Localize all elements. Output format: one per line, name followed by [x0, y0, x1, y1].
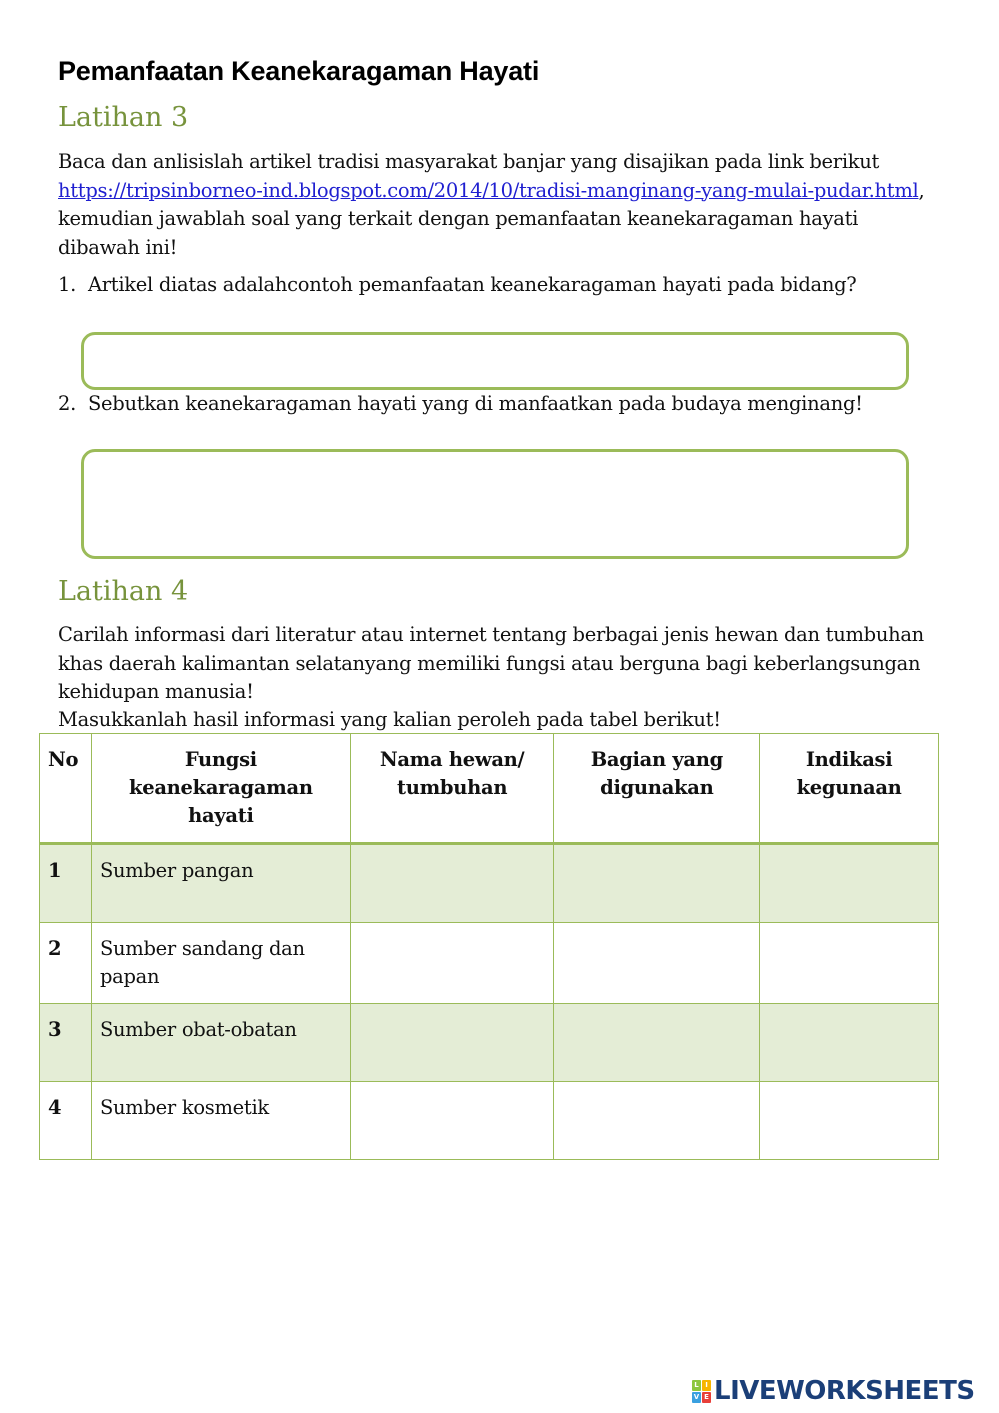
live-blocks-icon — [692, 1380, 711, 1403]
row-bagian-input[interactable] — [554, 844, 760, 923]
row-bagian-input[interactable] — [554, 1004, 760, 1082]
logo-block-i: I — [702, 1380, 711, 1391]
row-nama-input[interactable] — [350, 1082, 554, 1160]
row-indikasi-input[interactable] — [760, 1004, 939, 1082]
row-bagian-input[interactable] — [554, 923, 760, 1004]
table-row — [40, 923, 939, 1004]
latihan-4-instruction-2: Masukkanlah hasil informasi yang kalian peroleh pada tabel berikut! — [58, 708, 721, 731]
row-fungsi: Sumber sandang dan papan — [91, 923, 350, 1004]
logo-block-l: L — [692, 1380, 701, 1391]
question-2 — [58, 390, 948, 419]
question-1 — [58, 271, 948, 300]
liveworksheets-logo — [692, 1376, 975, 1406]
article-link[interactable]: https://tripsinborneo-ind.blogspot.com/2014/10/tradisi-manginang-yang-mulai-pudar.html — [58, 178, 919, 202]
question-2-text: Sebutkan keanekaragaman hayati yang di manfaatkan pada budaya menginang! — [88, 392, 863, 415]
logo-text: LIVEWORKSHEETS — [714, 1376, 975, 1406]
question-1-text: Artikel diatas adalahcontoh pemanfaatan keanekaragaman hayati pada bidang? — [88, 273, 857, 296]
row-indikasi-input[interactable] — [760, 844, 939, 923]
row-number: 3 — [40, 1004, 92, 1082]
row-number: 2 — [40, 923, 92, 1004]
latihan-4-heading: Latihan 4 — [58, 576, 189, 607]
row-number: 4 — [40, 1082, 92, 1160]
row-fungsi: Sumber obat-obatan — [91, 1004, 350, 1082]
intro-text-before-link: Baca dan anlisislah artikel tradisi masyarakat banjar yang disajikan pada link berikut — [58, 150, 880, 173]
row-fungsi: Sumber kosmetik — [91, 1082, 350, 1160]
answer-box-1[interactable] — [81, 332, 909, 390]
row-fungsi: Sumber pangan — [91, 844, 350, 923]
table-row — [40, 1082, 939, 1160]
intro-text-after-link: , kemudian jawablah soal yang terkait dengan pemanfaatan keanekaragaman hayati dibawah ini! — [58, 178, 925, 259]
header-indikasi: Indikasi kegunaan — [760, 734, 939, 844]
latihan-3-intro — [58, 148, 938, 262]
table-row — [40, 1004, 939, 1082]
header-no: No — [40, 734, 92, 844]
header-fungsi: Fungsi keanekaragaman hayati — [91, 734, 350, 844]
answer-box-2[interactable] — [81, 449, 909, 559]
page-title: Pemanfaatan Keanekaragaman Hayati — [58, 56, 540, 86]
question-1-number: 1. — [58, 273, 77, 296]
question-2-number: 2. — [58, 392, 77, 415]
header-bagian: Bagian yang digunakan — [554, 734, 760, 844]
logo-block-e: E — [702, 1392, 711, 1403]
header-nama: Nama hewan/ tumbuhan — [350, 734, 554, 844]
row-nama-input[interactable] — [350, 923, 554, 1004]
row-nama-input[interactable] — [350, 844, 554, 923]
row-indikasi-input[interactable] — [760, 923, 939, 1004]
row-number: 1 — [40, 844, 92, 923]
biodiversity-table — [39, 733, 939, 1160]
table-header-row — [40, 734, 939, 844]
latihan-4-instruction: Carilah informasi dari literatur atau internet tentang berbagai jenis hewan dan tumbuhan khas daerah kalimantan selatanyang memiliki fungsi atau berguna bagi keberlangsungan kehidupan manusia! — [58, 623, 924, 703]
row-indikasi-input[interactable] — [760, 1082, 939, 1160]
table-row — [40, 844, 939, 923]
row-nama-input[interactable] — [350, 1004, 554, 1082]
latihan-3-heading: Latihan 3 — [58, 102, 189, 133]
logo-block-v: V — [693, 1393, 700, 1401]
row-bagian-input[interactable] — [554, 1082, 760, 1160]
